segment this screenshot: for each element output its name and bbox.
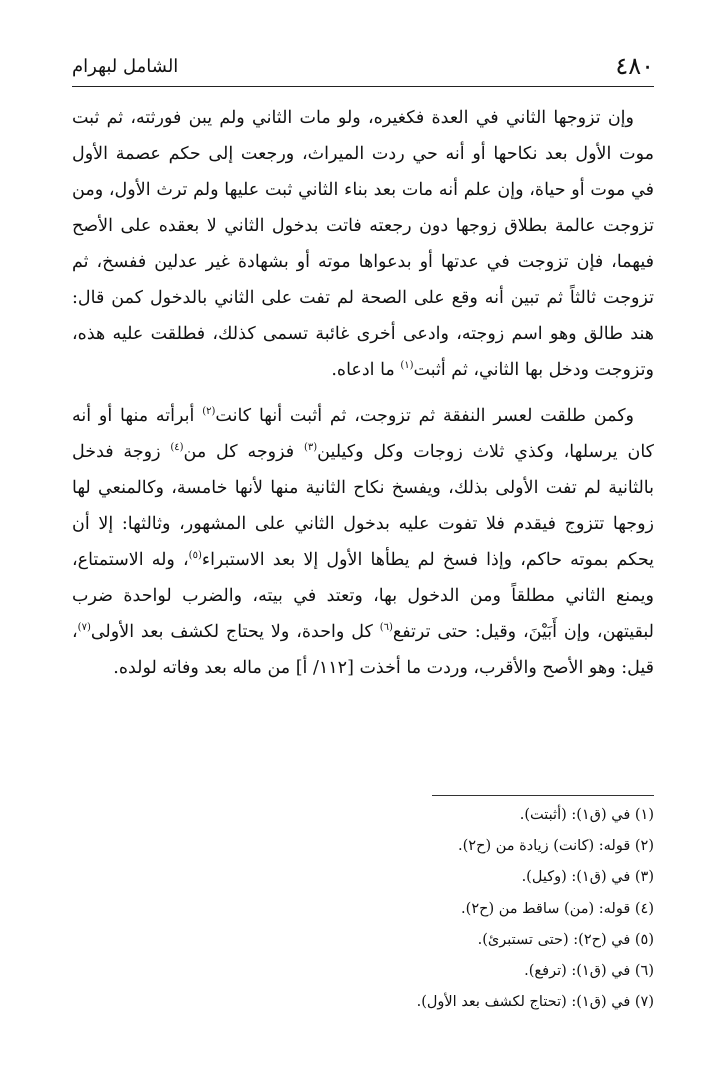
footnote-marker: (٦) (379, 622, 393, 634)
page-number: ٤٨٠ (615, 52, 654, 80)
main-text (72, 100, 654, 686)
page-header (72, 50, 654, 84)
footnote-marker: (٤) (170, 442, 184, 454)
footnote-item: (٢) قوله: (كانت) زيادة من (ح٢). (458, 838, 654, 855)
header-divider (72, 86, 654, 87)
paragraph-text: زوجة فدخل بالثانية لم تفت الأولى بذلك، ويفسخ نكاح الثانية منها لأنها خامسة، وكالمنعي لها زوجها تتزوج فيقدم فلا تفوت عليه بدخول الثاني على المشهور، وثالثها: إلا أن يحكم بموته حاكم، وإذا فسخ لم يطأها الأول إلا بعد الاستبراء (72, 442, 655, 570)
footnote-marker: (٢) (202, 406, 216, 418)
paragraph-text: وإن تزوجها الثاني في العدة فكغيره، ولو مات الثاني ولم يبن فورثته، ثم ثبت موت الأول بعد نكاحها أو أنه حي ردت الميراث، ورجعت إلى حكم عصمة الأول في موت أو حياة، وإن علم أنه مات بعد بناء الثاني ثبت عليها ولم ترث الأول، ومن تزوجت عالمة بطلاق زوجها دون رجعته فاتت بدخول الثاني لا بعقده على الأصح فيهما، فإن تزوجت في عدتها أو بدعواها موته أو بشهادة غير عدلين ففسخ، ثم تزوجت ثالثاً ثم تبين أنه وقع على الصحة لم تفت على الثاني بالدخول كمن قال: هند طالق وهو اسم زوجته، وادعى أخرى غائبة تسمى كذلك، فطلقت عليه هذه، وتزوجت ودخل بها الثاني، ثم أثبت (72, 108, 654, 380)
footnote-item: (٦) في (ق١): (ترفع). (524, 963, 654, 980)
paragraph-text: فزوجه كل من (183, 442, 304, 462)
paragraph-text: كل واحدة، ولا يحتاج لكشف بعد الأولى (90, 622, 380, 642)
paragraph (72, 100, 654, 388)
footnote-item: (١) في (ق١): (أثبتت). (519, 807, 654, 823)
footnote-marker: (١) (400, 360, 414, 372)
footnotes (72, 800, 654, 1018)
footnote-item: (٤) قوله: (من) ساقط من (ح٢). (461, 900, 654, 917)
footnote-marker: (٧) (77, 622, 91, 634)
footnote-divider (432, 795, 654, 796)
footnote-item: (٧) في (ق١): (تحتاج لكشف بعد الأول). (416, 994, 654, 1011)
paragraph-text: ما ادعاه. (331, 360, 401, 380)
paragraph-text: ، قيل: وهو الأصح والأقرب، وردت ما أخذت [١١٢/ أ] من ماله بعد وفاته لولده. (72, 622, 654, 678)
paragraph-text: أبرأته منها أو أنه كان يرسلها، وكذي ثلاث زوجات وكل وكيلين (72, 406, 655, 462)
paragraph (72, 398, 654, 686)
paragraph-text: ، وله الاستمتاع، ويمنع الثاني مطلقاً ومن الدخول بها، وتعتد في بيته، والضرب لواحدة ضرب لبقيتهن، وإن أَبَيْنَ، وقيل: حتى ترتفع (72, 550, 654, 642)
paragraph-text: وكمن طلقت لعسر النفقة ثم تزوجت، ثم أثبت أنها كانت (215, 406, 634, 426)
footnote-marker: (٥) (188, 550, 202, 562)
running-title: الشامل لبهرام (72, 56, 179, 77)
footnote-item: (٥) في (ح٢): (حتى تستبرئ). (477, 931, 654, 948)
footnote-item: (٣) في (ق١): (وكيل). (521, 869, 654, 886)
footnote-marker: (٣) (303, 442, 318, 454)
